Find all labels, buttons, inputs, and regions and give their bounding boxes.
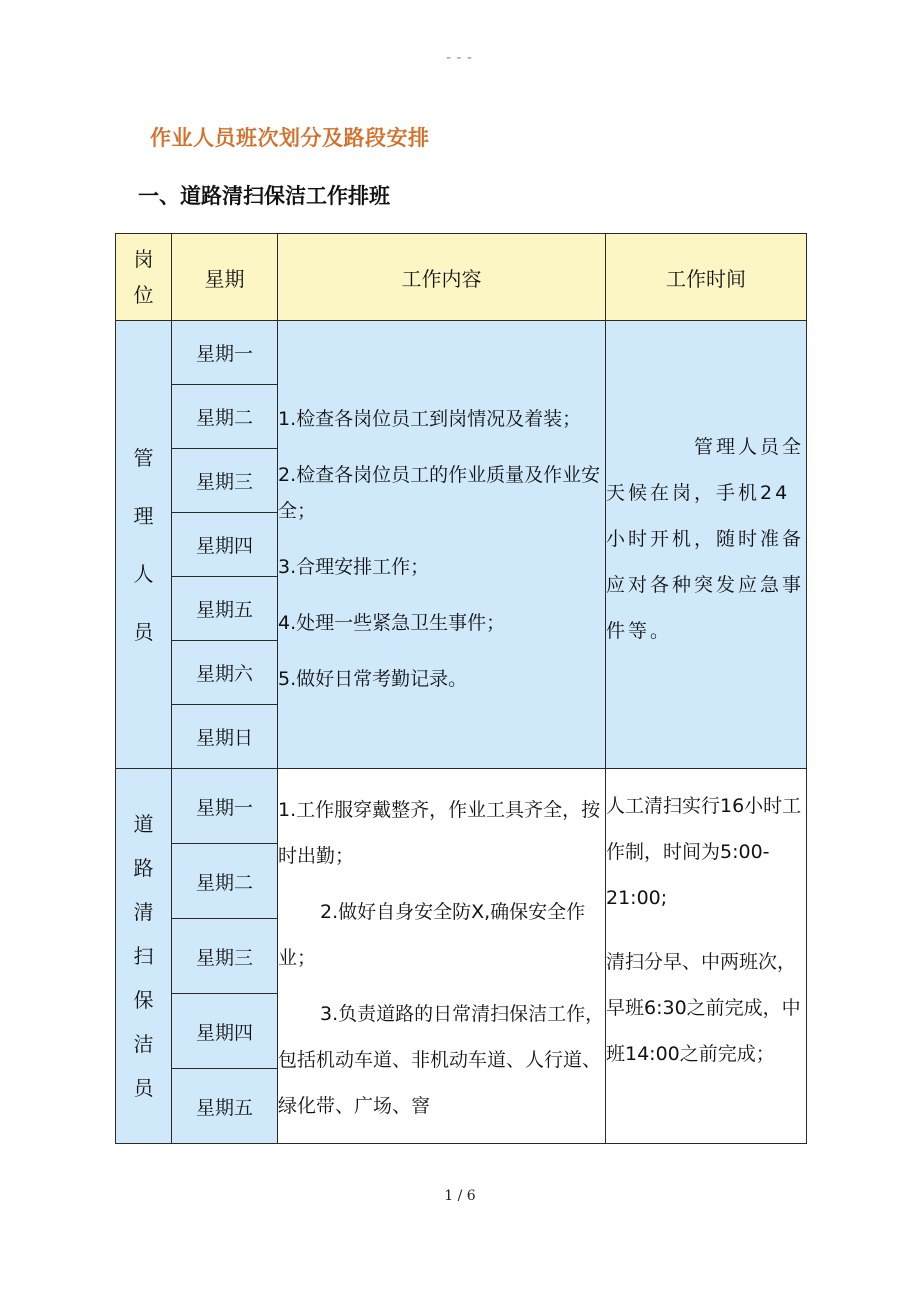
day-cell: 星期六: [172, 641, 278, 705]
management-content: [278, 321, 606, 769]
road-cleaner-time: [606, 769, 807, 1144]
content-item: 1.检查各岗位员工到岗情况及着装；: [278, 407, 582, 430]
time-text: 管理人员全天候在岗，手机24小时开机，随时准备应对各种突发应急事件等。: [606, 436, 805, 642]
section-heading: 一、道路清扫保洁工作排班: [138, 184, 390, 208]
day-cell: 星期二: [172, 385, 278, 449]
post-char: 扫: [133, 944, 154, 968]
post-char: 员: [133, 1076, 154, 1100]
header-day: 星期: [172, 234, 278, 321]
post-char: 路: [133, 856, 154, 880]
header-post: [116, 234, 172, 321]
day-cell: 星期三: [172, 919, 278, 994]
schedule-table: [115, 233, 807, 1144]
time-text: 清扫分早、中两班次，早班6:30之前完成，中班14:00之前完成；: [606, 951, 801, 1065]
header-mark: ---: [444, 50, 476, 66]
table-row: [116, 321, 807, 385]
header-time: 工作时间: [606, 234, 807, 321]
management-time: [606, 321, 807, 769]
content-item: 2.做好自身安全防X,确保安全作业；: [278, 901, 586, 969]
day-cell: 星期二: [172, 844, 278, 919]
time-text: 人工清扫实行16小时工作制，时间为5:00-21:00;: [606, 795, 802, 909]
table-header-row: [116, 234, 807, 321]
day-cell: 星期四: [172, 513, 278, 577]
table-row: [116, 769, 807, 844]
header-content: 工作内容: [278, 234, 606, 321]
day-cell: 星期五: [172, 1069, 278, 1144]
post-char: 洁: [133, 1032, 154, 1056]
post-road-cleaner: [116, 769, 172, 1144]
post-char: 管: [133, 445, 154, 470]
day-cell: 星期四: [172, 994, 278, 1069]
page-number: 1 / 6: [444, 1188, 476, 1204]
day-cell: 星期五: [172, 577, 278, 641]
day-cell: 星期日: [172, 705, 278, 769]
management-group: [116, 321, 807, 769]
content-item: 3.合理安排工作；: [278, 555, 430, 578]
header-post-line: 岗: [133, 247, 154, 271]
post-char: 人: [133, 561, 154, 586]
day-cell: 星期三: [172, 449, 278, 513]
content-item: 3.负责道路的日常清扫保洁工作，包括机动车道、非机动车道、人行道、绿化带、广场、窨: [278, 1003, 605, 1117]
content-item: 1.工作服穿戴整齐，作业工具齐全，按时出勤；: [278, 799, 601, 867]
post-char: 道: [133, 812, 154, 836]
post-char: 理: [133, 503, 154, 528]
document-title: 作业人员班次划分及路段安排: [150, 126, 430, 150]
road-cleaner-group: [116, 769, 807, 1144]
post-management: [116, 321, 172, 769]
day-cell: 星期一: [172, 321, 278, 385]
road-cleaner-content: [278, 769, 606, 1144]
post-char: 员: [133, 619, 154, 644]
content-item: 4.处理一些紧急卫生事件；: [278, 611, 506, 634]
day-cell: 星期一: [172, 769, 278, 844]
content-item: 2.检查各岗位员工的作业质量及作业安全；: [278, 463, 601, 522]
post-char: 保: [133, 988, 154, 1012]
content-item: 5.做好日常考勤记录。: [278, 667, 468, 690]
header-post-line: 位: [133, 283, 154, 307]
post-char: 清: [133, 900, 154, 924]
